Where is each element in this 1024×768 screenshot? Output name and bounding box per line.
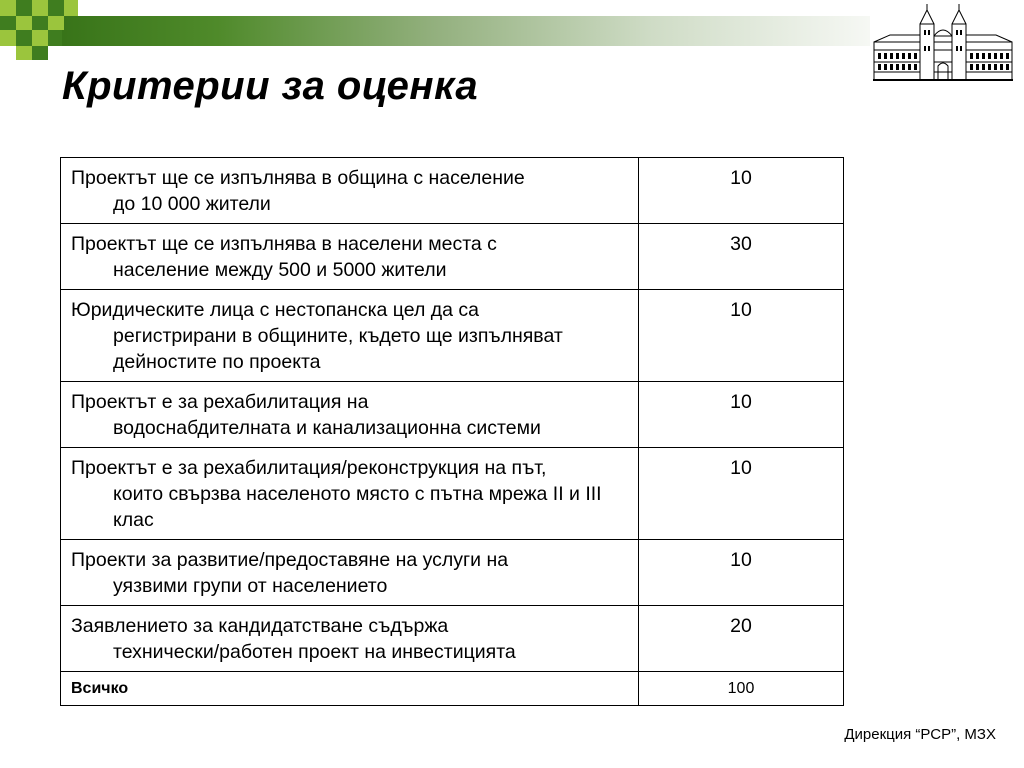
points-cell: 20 <box>639 606 844 672</box>
criterion-text-continued: население между 500 и 5000 жители <box>113 259 447 281</box>
criterion-text: Заявлението за кандидатстване съдържа <box>71 615 449 637</box>
criterion-text: Проектът ще се изпълнява в община с население <box>71 167 525 189</box>
points-cell: 10 <box>639 382 844 448</box>
criterion-cell <box>61 290 639 382</box>
table-row <box>61 448 844 540</box>
table-row <box>61 158 844 224</box>
criterion-text: Проектът ще се изпълнява в населени места с <box>71 233 497 255</box>
criterion-text: Проектът е за рехабилитация/реконструкция на път, <box>71 457 547 479</box>
table-row <box>61 290 844 382</box>
footer-text: Дирекция “РСР”, МЗХ <box>844 726 996 743</box>
points-cell: 10 <box>639 540 844 606</box>
criterion-text-continued: до 10 000 жители <box>113 193 271 215</box>
total-row <box>61 672 844 706</box>
total-points: 100 <box>639 672 844 706</box>
criteria-table <box>60 157 844 706</box>
criterion-text-continued: които свързва населеното място с пътна мрежа II и III клас <box>113 483 602 531</box>
table-row <box>61 540 844 606</box>
criterion-cell <box>61 540 639 606</box>
criterion-cell <box>61 158 639 224</box>
criterion-text-continued: уязвими групи от населението <box>113 575 388 597</box>
table-row <box>61 606 844 672</box>
criterion-text-continued: водоснабдителната и канализационна системи <box>113 417 541 439</box>
criterion-text: Юридическите лица с нестопанска цел да са <box>71 299 479 321</box>
criterion-cell <box>61 606 639 672</box>
criterion-text-continued: технически/работен проект на инвестицията <box>113 641 516 663</box>
building-engraving-icon <box>870 2 1016 86</box>
total-label: Всичко <box>61 672 639 706</box>
criterion-text-continued: регистрирани в общините, където ще изпълняват дейностите по проекта <box>113 325 563 373</box>
page-title: Критерии за оценка <box>62 64 479 108</box>
criterion-cell <box>61 448 639 540</box>
criterion-text: Проекти за развитие/предоставяне на услуги на <box>71 549 509 571</box>
header-band <box>0 16 870 46</box>
table-row <box>61 382 844 448</box>
criterion-cell <box>61 224 639 290</box>
table-row <box>61 224 844 290</box>
points-cell: 10 <box>639 158 844 224</box>
points-cell: 10 <box>639 290 844 382</box>
criterion-cell <box>61 382 639 448</box>
criterion-text: Проектът е за рехабилитация на <box>71 391 369 413</box>
points-cell: 30 <box>639 224 844 290</box>
points-cell: 10 <box>639 448 844 540</box>
